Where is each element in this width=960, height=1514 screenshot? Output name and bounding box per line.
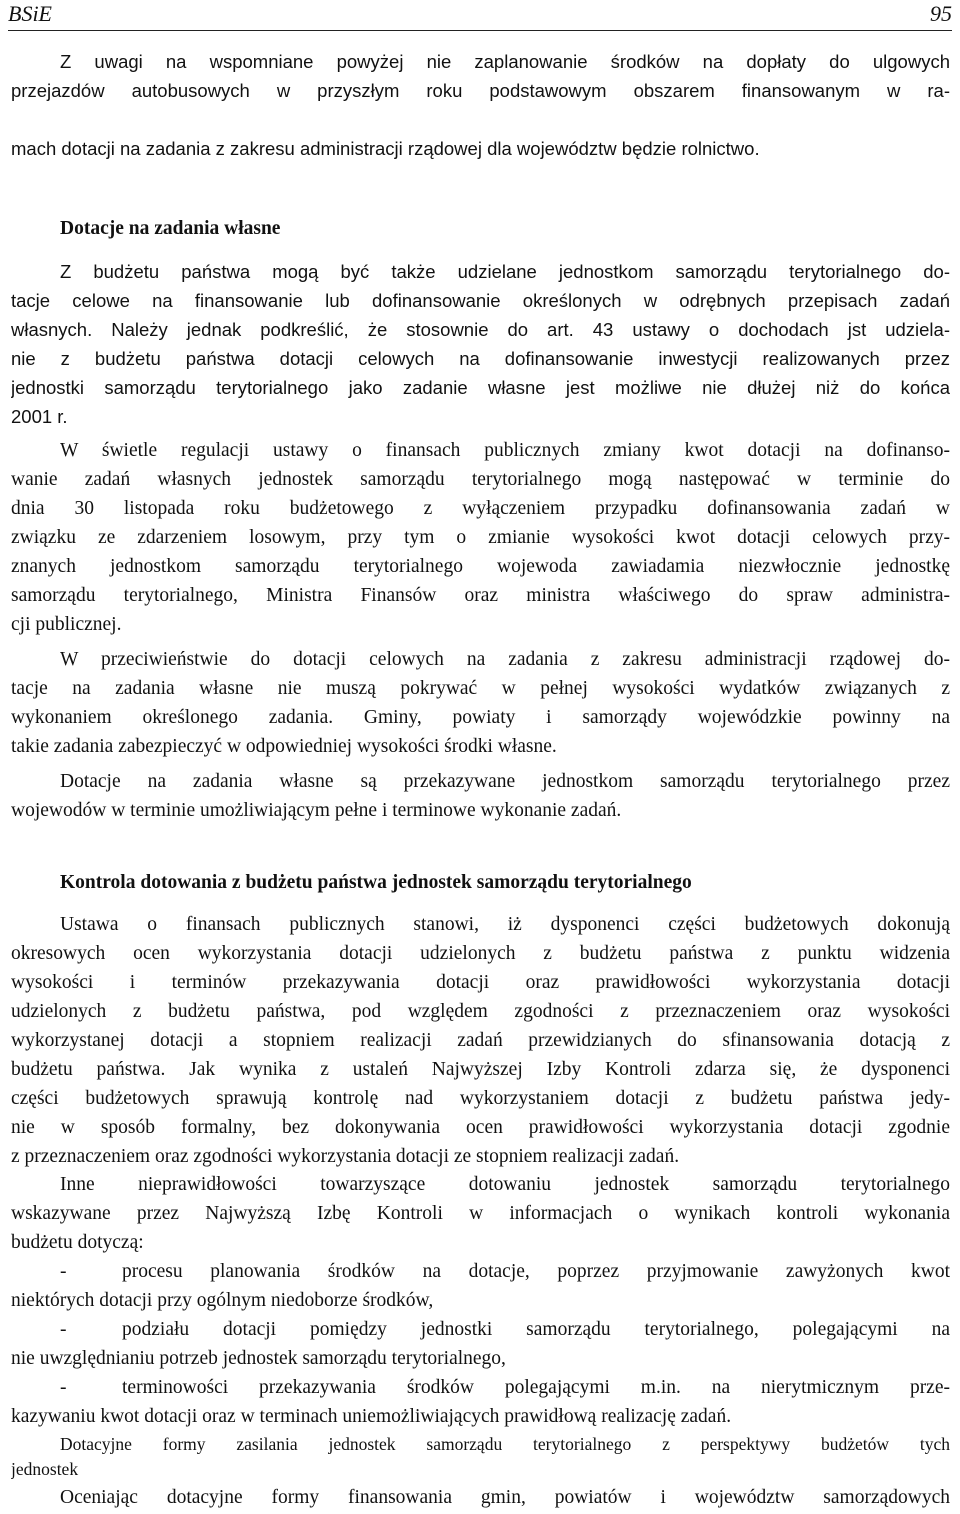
text-line: związku ze zdarzeniem losowym, przy tym o zmianie wysokości kwot dotacji celowych przy-: [11, 527, 950, 548]
text-line: znanych jednostkom samorządu terytorialnego wojewoda zawiadamia niezwłocznie jednostkę: [11, 556, 950, 577]
text-line: kazywaniu kwot dotacji oraz w terminach uniemożliwiających prawidłową realizację zadań.: [11, 1406, 732, 1427]
list-dash: -: [60, 1319, 67, 1340]
text-line: dnia 30 listopada roku budżetowego z wyłączeniem przypadku dofinansowania zadań w: [11, 498, 950, 519]
text-line: cji publicznej.: [11, 614, 122, 635]
running-head: [8, 0, 952, 31]
text-line: Ustawa o finansach publicznych stanowi, iż dysponenci części budżetowych dokonują: [60, 914, 950, 935]
text-line: Inne nieprawidłowości towarzyszące dotowaniu jednostek samorządu terytorialnego: [60, 1174, 950, 1195]
text-line: części budżetowych sprawują kontrolę nad wykorzystaniem dotacji z budżetu państwa jedy-: [11, 1088, 950, 1109]
text-line: okresowych ocen wykorzystania dotacji udzielonych z budżetu państwa z punktu widzenia: [11, 943, 950, 964]
text-line: wanie zadań własnych jednostek samorządu terytorialnego mogą następować w terminie do: [11, 469, 950, 490]
section-heading: Dotacje na zadania własne: [60, 218, 281, 239]
text-line: niektórych dotacji przy ogólnym niedoborze środków,: [11, 1290, 434, 1311]
list-item-text: procesu planowania środków na dotacje, poprzez przyjmowanie zawyżonych kwot: [122, 1261, 950, 1282]
page-number: 95: [930, 1, 952, 26]
text-line: jednostki samorządu terytorialnego jako zadanie własne jest możliwe nie dłużej niż do końca: [11, 377, 950, 398]
text-line: takie zadania zabezpieczyć w odpowiedniej wysokości środki własne.: [11, 736, 557, 757]
text-line: W przeciwieństwie do dotacji celowych na zadania z zakresu administracji rządowej do-: [60, 649, 950, 670]
text-line: tacje celowe na finansowanie lub dofinansowanie określonych w odrębnych przepisach zadań: [11, 290, 950, 311]
text-line: wskazywane przez Najwyższą Izbę Kontroli w informacjach o wynikach kontroli wykonania: [11, 1203, 950, 1224]
text-line: tacje na zadania własne nie muszą pokrywać w pełnej wysokości wydatków związanych z: [11, 678, 950, 699]
text-line: wykonaniem określonego zadania. Gminy, powiaty i samorządy wojewódzkie powinny na: [11, 707, 950, 728]
list-item: [60, 1373, 950, 1402]
text-line: jednostek: [11, 1459, 79, 1479]
list-dash: -: [60, 1377, 67, 1398]
list-item-text: terminowości przekazywania środków polegającymi m.in. na nierytmicznym prze-: [122, 1377, 950, 1398]
text-line: Z budżetu państwa mogą być także udzielane jednostkom samorządu terytorialnego do-: [60, 261, 950, 282]
text-line: Dotacyjne formy zasilania jednostek samorządu terytorialnego z perspektywy budżetów tych: [60, 1434, 950, 1454]
journal-abbreviation: BSiE: [8, 1, 52, 26]
text-line: Dotacje na zadania własne są przekazywane jednostkom samorządu terytorialnego przez: [60, 771, 950, 792]
text-line: wojewodów w terminie umożliwiającym pełne i terminowe wykonanie zadań.: [11, 800, 622, 821]
text-line: wykorzystanej dotacji a stopniem realizacji zadań przewidzianych do sfinansowania dotacją z: [11, 1030, 950, 1051]
text-line: Z uwagi na wspomniane powyżej nie zaplanowanie środków na dopłaty do ulgowych: [60, 51, 950, 72]
text-line: z przeznaczeniem oraz zgodności wykorzystania dotacji ze stopniem realizacji zadań.: [11, 1146, 680, 1167]
list-item-text: podziału dotacji pomiędzy jednostki samorządu terytorialnego, polegającymi na: [122, 1319, 950, 1340]
text-line: budżetu państwa. Jak wynika z ustaleń Najwyższej Izby Kontroli zdarza się, że dysponenci: [11, 1059, 950, 1080]
text-line: przejazdów autobusowych w przyszłym roku podstawowym obszarem finansowanym w ra-: [11, 80, 950, 101]
text-line: samorządu terytorialnego, Ministra Finansów oraz ministra właściwego do spraw administra-: [11, 585, 950, 606]
list-dash: -: [60, 1261, 67, 1282]
text-line: udzielonych z budżetu państwa, pod względem zgodności z przeznaczeniem oraz wysokości: [11, 1001, 950, 1022]
list-item: [60, 1257, 950, 1286]
text-line: Oceniając dotacyjne formy finansowania gmin, powiatów i województw samorządowych: [60, 1487, 950, 1508]
text-line: nie w sposób formalny, bez dokonywania ocen prawidłowości wykorzystania dotacji zgodnie: [11, 1117, 950, 1138]
text-line: 2001 r.: [11, 406, 68, 427]
text-line: wysokości i terminów przekazywania dotacji oraz prawidłowości wykorzystania dotacji: [11, 972, 950, 993]
text-line: własnych. Należy jednak podkreślić, że stosownie do art. 43 ustawy o dochodach jst udziela-: [11, 319, 950, 340]
text-line: nie uwzględnianiu potrzeb jednostek samorządu terytorialnego,: [11, 1348, 506, 1369]
list-item: [60, 1315, 950, 1344]
section-heading: Kontrola dotowania z budżetu państwa jednostek samorządu terytorialnego: [60, 872, 692, 893]
text-line: W świetle regulacji ustawy o finansach publicznych zmiany kwot dotacji na dofinanso-: [60, 440, 950, 461]
text-line: nie z budżetu państwa dotacji celowych na dofinansowanie inwestycji realizowanych przez: [11, 348, 950, 369]
text-line: mach dotacji na zadania z zakresu administracji rządowej dla województw będzie rolnictwo.: [11, 138, 760, 159]
text-line: budżetu dotyczą:: [11, 1232, 144, 1253]
